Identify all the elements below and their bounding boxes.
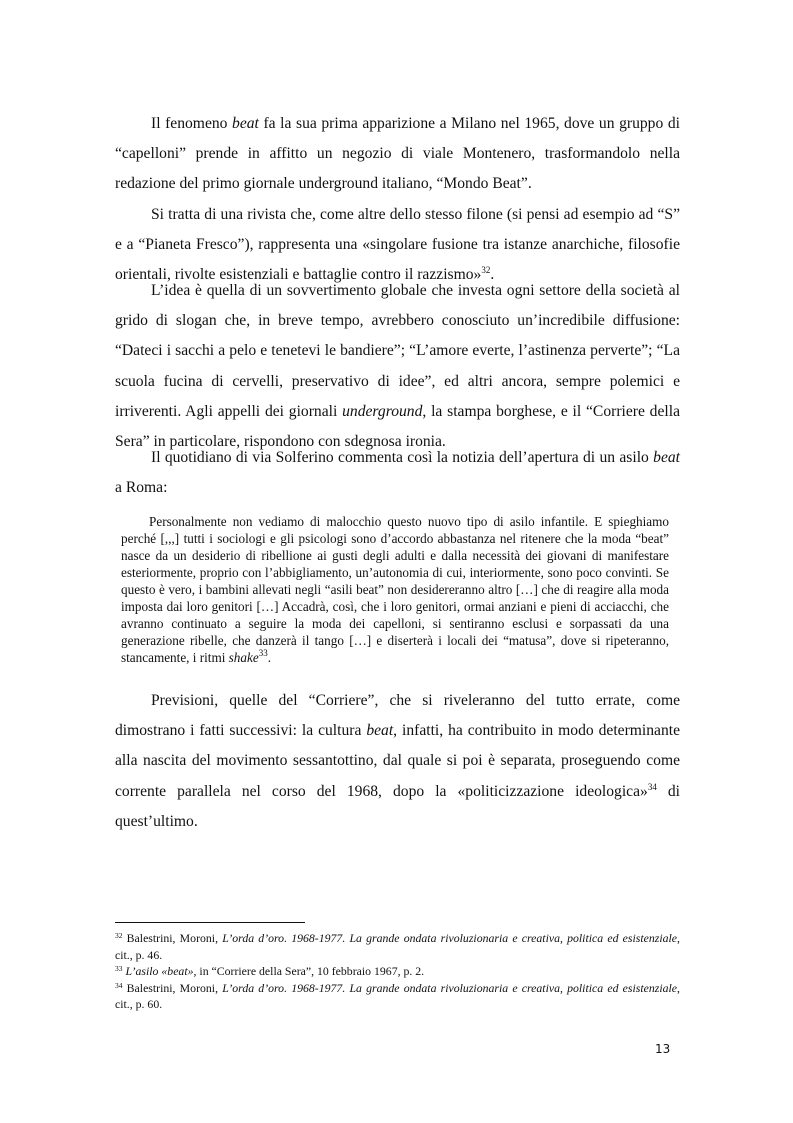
footnote-34: $^{34}$ Balestrini, Moroni, L’orda d’oro. 1968-1977. La grande ondata rivoluzionaria e creativa, politica ed esistenziale, cit., p. 60. bbox=[115, 980, 680, 1011]
paragraph-2: Si tratta di una rivista che, come altre dello stesso filone (si pensi ad esempio ad “S” e a “Pianeta Fresco”), rappresenta una «singolare fusione tra istanze anarchiche, filosofie orientali, rivolte esistenziali e battaglie contro il razzismo»$^{32}$. bbox=[115, 206, 680, 284]
footnote-33: $^{33}$ L’asilo «beat», in “Corriere della Sera”, 10 febbraio 1967, p. 2. bbox=[115, 964, 425, 978]
block-quote: Personalmente non vediamo di malocchio questo nuovo tipo di asilo infantile. E spieghiamo perché [,,,] tutti i sociologi e gli psicologi sono d’accordo abbastanza nel ritenere che la moda “beat” nasce da un desiderio di ribellione ai gusti degli adulti e dalla necessità dei giovani di manifestare esteriormente, proprio con l’abbigliamento, un’autonomia di cui, interiormente, sono poco convinti. Se questo è vero, i bambini allevati negli “asili beat” non desidereranno altro […] che di reagire alla moda imposta dai loro genitori […] Accadrà, così, che i loro genitori, ormai anziani e pieni di acciacchi, che avranno continuato a seguire la moda dei capelloni, si sentiranno esclusi e sorpassati da una generazione ribelle, che danzerà il tango […] e diserterà i locali dei “matusa”, dove si ripeteranno, stancamente, i ritmi shake$^{33}$. bbox=[121, 514, 669, 665]
paragraph-1: Il fenomeno beat fa la sua prima apparizione a Milano nel 1965, dove un gruppo di “capelloni” prende in affitto un negozio di viale Montenero, trasformandolo nella redazione del primo giornale underground italiano, “Mondo Beat”. bbox=[115, 115, 680, 193]
page-number: 13 bbox=[655, 1042, 671, 1056]
paragraph-3: L’idea è quella di un sovvertimento globale che investa ogni settore della società al grido di slogan che, in breve tempo, avrebbero conosciuto un’incredibile diffusione: “Dateci i sacchi a pelo e tenetevi le bandiere”; “L’amore everte, l’astinenza perverte”; “La scuola fucina di cervelli, preservativo di idee”, ed altri ancora, sempre polemici e irriverenti. Agli appelli dei giornali underground, la stampa borghese, e il “Corriere della Sera” in particolare, rispondono con sdegnosa ironia. bbox=[115, 282, 680, 451]
footnote-ref-33[interactable]: 33 bbox=[258, 648, 268, 658]
paragraph-5: Previsioni, quelle del “Corriere”, che si riveleranno del tutto errate, come dimostrano i fatti successivi: la cultura beat, infatti, ha contribuito in modo determinante alla nascita del movimento sessantottino, dal quale si poi è separata, proseguendo come corrente parallela nel corso del 1968, dopo la «politicizzazione ideologica»$^{34}$ di quest’ultimo. bbox=[115, 692, 680, 830]
footnote-32: $^{32}$ Balestrini, Moroni, L’orda d’oro. 1968-1977. La grande ondata rivoluzionaria e creativa, politica ed esistenziale, cit., p. 46. bbox=[115, 931, 680, 962]
footnotes bbox=[115, 930, 680, 1013]
paragraph-4: Il quotidiano di via Solferino commenta così la notizia dell’apertura di un asilo beat a Roma: bbox=[115, 449, 680, 497]
footnote-separator bbox=[115, 922, 305, 923]
footnote-ref-34[interactable]: 34 bbox=[647, 781, 657, 792]
footnote-ref-32[interactable]: 32 bbox=[481, 265, 491, 276]
